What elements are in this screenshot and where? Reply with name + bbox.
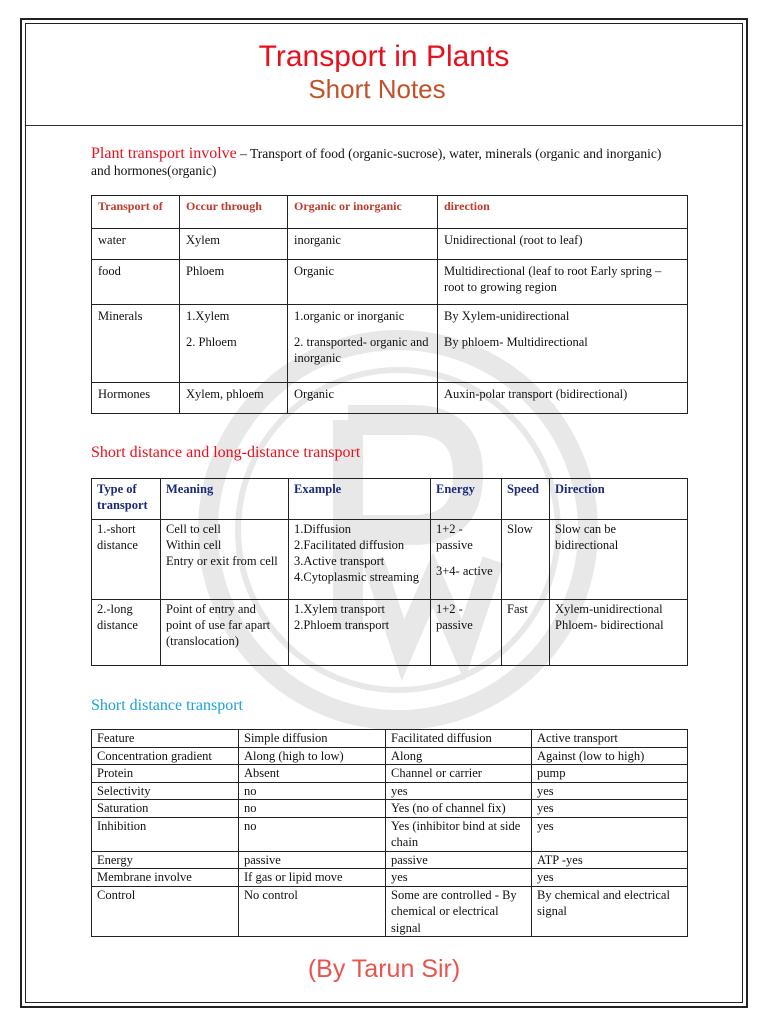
table-cell: No control xyxy=(239,886,386,937)
table-cell: Phloem xyxy=(180,260,288,305)
table-cell: inorganic xyxy=(288,229,438,260)
cell-line: Within cell xyxy=(166,538,222,552)
table-cell: food xyxy=(92,260,180,305)
table-cell: yes xyxy=(386,782,532,800)
table-cell: ATP -yes xyxy=(532,851,688,869)
table-cell: Saturation xyxy=(92,800,239,818)
table-header-cell: Occur through xyxy=(180,196,288,229)
intro-text: – Transport of food (organic-sucrose), water, minerals (organic and inorganic) and hormones(organic) xyxy=(91,146,662,178)
table-cell: Against (low to high) xyxy=(532,747,688,765)
table-cell: yes xyxy=(386,869,532,887)
table-cell: no xyxy=(239,800,386,818)
table-row xyxy=(92,260,688,305)
table-header-cell: Energy xyxy=(431,479,502,520)
cell-line: 2. transported- organic and inorganic xyxy=(294,335,429,365)
distance-transport-table xyxy=(91,478,688,666)
cell-line: 1.Xylem transport xyxy=(294,602,385,616)
table-cell xyxy=(289,600,431,666)
cell-line: 2.Facilitated diffusion xyxy=(294,538,405,552)
table-cell: yes xyxy=(532,782,688,800)
table-row xyxy=(92,765,688,783)
author-footer: (By Tarun Sir) xyxy=(307,955,461,983)
table-cell xyxy=(550,600,688,666)
table-cell: 1.-short distance xyxy=(92,520,161,600)
table-cell: If gas or lipid move xyxy=(239,869,386,887)
table-cell: Xylem, phloem xyxy=(180,383,288,414)
table-cell xyxy=(288,305,438,383)
cell-line: 3.Active transport xyxy=(294,554,385,568)
table-cell: passive xyxy=(239,851,386,869)
table-header-row xyxy=(92,479,688,520)
table-cell: Minerals xyxy=(92,305,180,383)
table-cell: Slow xyxy=(502,520,550,600)
cell-line: 1+2 - passive xyxy=(436,602,473,632)
table-cell: no xyxy=(239,817,386,851)
table-row xyxy=(92,782,688,800)
table-row xyxy=(92,886,688,937)
table-cell: Channel or carrier xyxy=(386,765,532,783)
table-cell xyxy=(161,520,289,600)
short-distance-comparison-table xyxy=(91,729,688,937)
cell-line: Entry or exit from cell xyxy=(166,554,278,568)
table-cell: Yes (no of channel fix) xyxy=(386,800,532,818)
page-header xyxy=(26,24,742,124)
table-cell xyxy=(180,305,288,383)
header-divider xyxy=(26,125,742,126)
table-cell: Organic xyxy=(288,260,438,305)
table-cell: Yes (inhibitor bind at side chain xyxy=(386,817,532,851)
cell-line: 3+4- active xyxy=(436,564,493,578)
table-cell: By chemical and electrical signal xyxy=(532,886,688,937)
cell-line: By phloem- Multidirectional xyxy=(444,335,588,349)
table-header-cell: Transport of xyxy=(92,196,180,229)
page-title: Transport in Plants xyxy=(258,40,510,73)
intro-lead: Plant transport involve xyxy=(91,145,237,162)
table-header-cell: Example xyxy=(289,479,431,520)
table-row xyxy=(92,747,688,765)
cell-line: 1.organic or inorganic xyxy=(294,309,405,323)
table-cell: Fast xyxy=(502,600,550,666)
cell-line: 2.Phloem transport xyxy=(294,618,390,632)
table-cell: no xyxy=(239,782,386,800)
table-row xyxy=(92,800,688,818)
table-cell: Control xyxy=(92,886,239,937)
table-row xyxy=(92,383,688,414)
table-cell: Hormones xyxy=(92,383,180,414)
cell-line: By Xylem-unidirectional xyxy=(444,309,570,323)
table-cell: Absent xyxy=(239,765,386,783)
table-cell: 2.-long distance xyxy=(92,600,161,666)
table-cell: passive xyxy=(386,851,532,869)
table-cell: Some are controlled - By chemical or electrical signal xyxy=(386,886,532,937)
table-cell xyxy=(431,600,502,666)
table-cell: Energy xyxy=(92,851,239,869)
table-header-cell: Feature xyxy=(92,730,239,748)
table-row xyxy=(92,229,688,260)
table-cell: pump xyxy=(532,765,688,783)
table-header-cell: Simple diffusion xyxy=(239,730,386,748)
table-cell: yes xyxy=(532,869,688,887)
table-header-cell: Speed xyxy=(502,479,550,520)
table-row xyxy=(92,520,688,600)
table-cell: Membrane involve xyxy=(92,869,239,887)
table-cell xyxy=(438,305,688,383)
table-cell: Protein xyxy=(92,765,239,783)
table-header-cell: Organic or inorganic xyxy=(288,196,438,229)
table-cell: Concentration gradient xyxy=(92,747,239,765)
cell-line: 1+2 - passive xyxy=(436,522,473,552)
table-cell: Along xyxy=(386,747,532,765)
table-cell: Organic xyxy=(288,383,438,414)
cell-line: 1.Diffusion xyxy=(294,522,352,536)
table-cell: Unidirectional (root to leaf) xyxy=(438,229,688,260)
cell-line: Phloem- bidirectional xyxy=(555,618,664,632)
table-cell: Multidirectional (leaf to root Early spring – root to growing region xyxy=(438,260,688,305)
table-header-cell: Direction xyxy=(550,479,688,520)
table-header-cell: Active transport xyxy=(532,730,688,748)
table-cell: yes xyxy=(532,817,688,851)
cell-line: Cell to cell xyxy=(166,522,221,536)
table-header-cell: direction xyxy=(438,196,688,229)
table-cell: water xyxy=(92,229,180,260)
cell-line: 1.Xylem xyxy=(186,309,230,323)
table-row xyxy=(92,869,688,887)
table-cell xyxy=(289,520,431,600)
table-header-row xyxy=(92,730,688,748)
table-cell: Selectivity xyxy=(92,782,239,800)
table-cell xyxy=(550,520,688,600)
table-cell xyxy=(431,520,502,600)
table-header-cell: Meaning xyxy=(161,479,289,520)
section-heading-short-distance: Short distance transport xyxy=(91,697,243,714)
table-cell xyxy=(161,600,289,666)
intro-paragraph xyxy=(91,145,681,179)
cell-line: Xylem-unidirectional xyxy=(555,602,663,616)
table-header-cell: Facilitated diffusion xyxy=(386,730,532,748)
cell-line: Slow can be bidirectional xyxy=(555,522,619,552)
table-cell: Xylem xyxy=(180,229,288,260)
section-heading-distance: Short distance and long-distance transport xyxy=(91,444,361,461)
table-cell: yes xyxy=(532,800,688,818)
page-subtitle: Short Notes xyxy=(308,74,446,104)
table-row xyxy=(92,600,688,666)
table-header-cell: Type of transport xyxy=(92,479,161,520)
table-row xyxy=(92,305,688,383)
table-header-row xyxy=(92,196,688,229)
transport-table xyxy=(91,195,688,414)
cell-line: 4.Cytoplasmic streaming xyxy=(294,570,419,584)
table-cell: Auxin-polar transport (bidirectional) xyxy=(438,383,688,414)
cell-line: Point of entry and point of use far apart (translocation) xyxy=(166,602,271,648)
table-cell: Along (high to low) xyxy=(239,747,386,765)
table-cell: Inhibition xyxy=(92,817,239,851)
cell-line: 2. Phloem xyxy=(186,335,237,349)
table-row xyxy=(92,851,688,869)
table-row xyxy=(92,817,688,851)
